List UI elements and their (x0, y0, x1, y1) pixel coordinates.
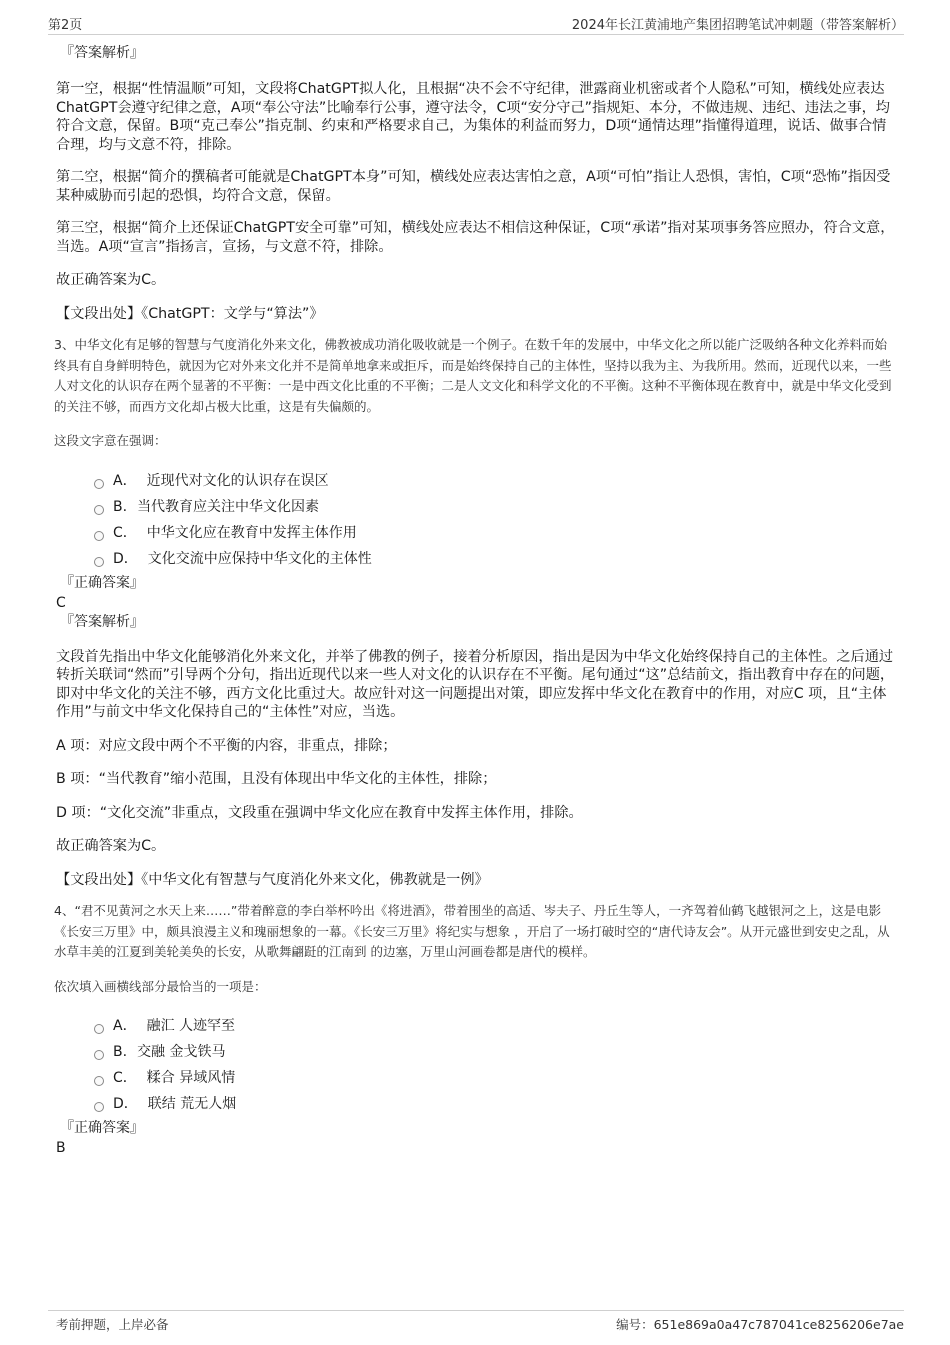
q3-answer-label: 『正确答案』 (60, 574, 144, 591)
document-code-label: 编号： (616, 1317, 654, 1332)
radio-icon[interactable] (94, 479, 104, 489)
q3-stem: 3、中华文化有足够的智慧与气度消化外来文化，佛教被成功消化吸收就是一个例子。在数千年的发展中，中华文化之所以能广泛吸纳各种文化养料而始终具有自身鲜明特色，就因为它对外来文化并不是简单地拿来或拒斥，而是始终保持自己的主体性，坚持以我为主、为我所用。然而，近现代以来，一些人对文化的认识存在两个显著的不平衡：一是中西文化比重的不平衡；二是人文文化和科学文化的不平衡。这种不平衡体现在教育中，就是中华文化受到的关注不够，而西方文化却占极大比重，这是有失偏颇的。 (54, 337, 892, 414)
q3-options (56, 468, 898, 572)
q2-analysis-para1: 第一空，根据“性情温顺”可知，文段将ChatGPT拟人化，且根据“决不会不守纪律，泄露商业机密或者个人隐私”可知，横线处应表达ChatGPT会遵守纪律之意，A项“奉公守法”比喻奉行公事，遵守法令，C项“安分守己”指规矩、本分，不做违规、违纪、违法之事，均符合文意，保留。B项“克己奉公”指克制、约束和严格要求自己，为集体的利益而努力，D项“通情达理”指懂得道理，说话、做事合情合理，均与文意不符，排除。 (56, 81, 890, 153)
q2-analysis-para2: 第二空，根据“简介的撰稿者可能就是ChatGPT本身”可知，横线处应表达害怕之意，A项“可怕”指让人恐惧，害怕，C项“恐怖”指因受某种威胁而引起的恐惧，均符合文意，保留。 (56, 169, 891, 204)
radio-icon[interactable] (94, 1024, 104, 1034)
q3-note-a: A 项：对应文段中两个不平衡的内容，非重点，排除； (56, 737, 397, 754)
q3-analysis-label: 『答案解析』 (60, 613, 144, 630)
q4-option-a[interactable]: A． 融汇 人迹罕至 (94, 1013, 898, 1039)
q2-conclusion: 故正确答案为C。 (56, 272, 166, 288)
q3-note-b: B 项：“当代教育”缩小范围，且没有体现出中华文化的主体性，排除； (56, 771, 497, 787)
radio-icon[interactable] (94, 1050, 104, 1060)
q4-option-b[interactable]: B. 交融 金戈铁马 (94, 1039, 898, 1065)
q3-analysis: 文段首先指出中华文化能够消化外来文化，并举了佛教的例子，接着分析原因，指出是因为中华文化始终保持自己的主体性。之后通过转折关联词“然而”引导两个分句，指出近现代以来一些人对文化的认识存在不平衡。尾句通过“这”总结前文，指出教育中存在的问题，即对中华文化的关注不够，西方文化比重过大。故应针对这一问题提出对策，即应发挥中华文化在教育中的作用，对应C 项，且“主体作用”与前文中华文化保持自己的“主体性”对应，当选。 (56, 648, 895, 720)
q3-question: 这段文字意在强调： (54, 433, 167, 448)
q4-stem: 4、“君不见黄河之水天上来……”带着醉意的李白举杯吟出《将进酒》，带着围坐的高适、岑夫子、丹丘生等人，一齐驾着仙鹤飞越银河之上，这是电影《长安三万里》中，颇具浪漫主义和瑰丽想象的一幕。《长安三万里》将纪实与想象 ，开启了一场打破时空的“唐代诗友会”。从开元盛世到安史之乱，从水草丰美的江夏到美轮美奂的长安，从歌舞翩跹的江南到 的边塞，万里山河画卷都是唐代的模样。 (54, 903, 890, 959)
document-code-value: 651e869a0a47c787041ce8256206e7ae (653, 1317, 904, 1332)
q4-option-d[interactable]: D． 联结 荒无人烟 (94, 1091, 898, 1117)
footer-slogan: 考前押题，上岸必备 (56, 1317, 169, 1332)
q4-answer-label: 『正确答案』 (60, 1120, 144, 1136)
q3-source: 【文段出处】《中华文化有智慧与气度消化外来文化，佛教就是一例》 (56, 871, 489, 888)
q2-source: 【文段出处】《ChatGPT：文学与“算法”》 (56, 305, 324, 322)
radio-icon[interactable] (94, 531, 104, 541)
q3-option-d[interactable]: D． 文化交流中应保持中华文化的主体性 (94, 546, 898, 572)
q2-analysis-label: 『答案解析』 (60, 45, 144, 61)
radio-icon[interactable] (94, 505, 104, 515)
q4-option-c[interactable]: C． 糅合 异域风情 (94, 1065, 898, 1091)
q4-question: 依次填入画横线部分最恰当的一项是： (54, 978, 267, 994)
q3-note-d: D 项：“文化交流”非重点，文段重在强调中华文化应在教育中发挥主体作用，排除。 (56, 804, 583, 821)
q3-option-b[interactable]: B. 当代教育应关注中华文化因素 (94, 494, 898, 520)
page-header (48, 14, 904, 35)
q4-options (56, 1013, 898, 1117)
q3-option-a[interactable]: A． 近现代对文化的认识存在误区 (94, 468, 898, 494)
q3-option-c[interactable]: C． 中华文化应在教育中发挥主体作用 (94, 520, 898, 546)
document-title: 2024年长江黄浦地产集团招聘笔试冲刺题（带答案解析） (571, 18, 904, 33)
page-number: 第2页 (48, 18, 83, 33)
q2-analysis-para3: 第三空，根据“简介上还保证ChatGPT安全可靠”可知，横线处应表达不相信这种保证，C项“承诺”指对某项事务答应照办，符合文意，当选。A项“宣言”指扬言，宣扬，与文意不符，排除。 (56, 220, 895, 255)
q3-answer: C (56, 594, 66, 611)
radio-icon[interactable] (94, 1076, 104, 1086)
page-content (56, 44, 898, 1157)
q3-conclusion: 故正确答案为C。 (56, 838, 166, 854)
q4-answer: B (56, 1140, 66, 1156)
radio-icon[interactable] (94, 1102, 104, 1112)
radio-icon[interactable] (94, 557, 104, 567)
document-code (616, 1315, 904, 1333)
page-footer (48, 1310, 904, 1335)
